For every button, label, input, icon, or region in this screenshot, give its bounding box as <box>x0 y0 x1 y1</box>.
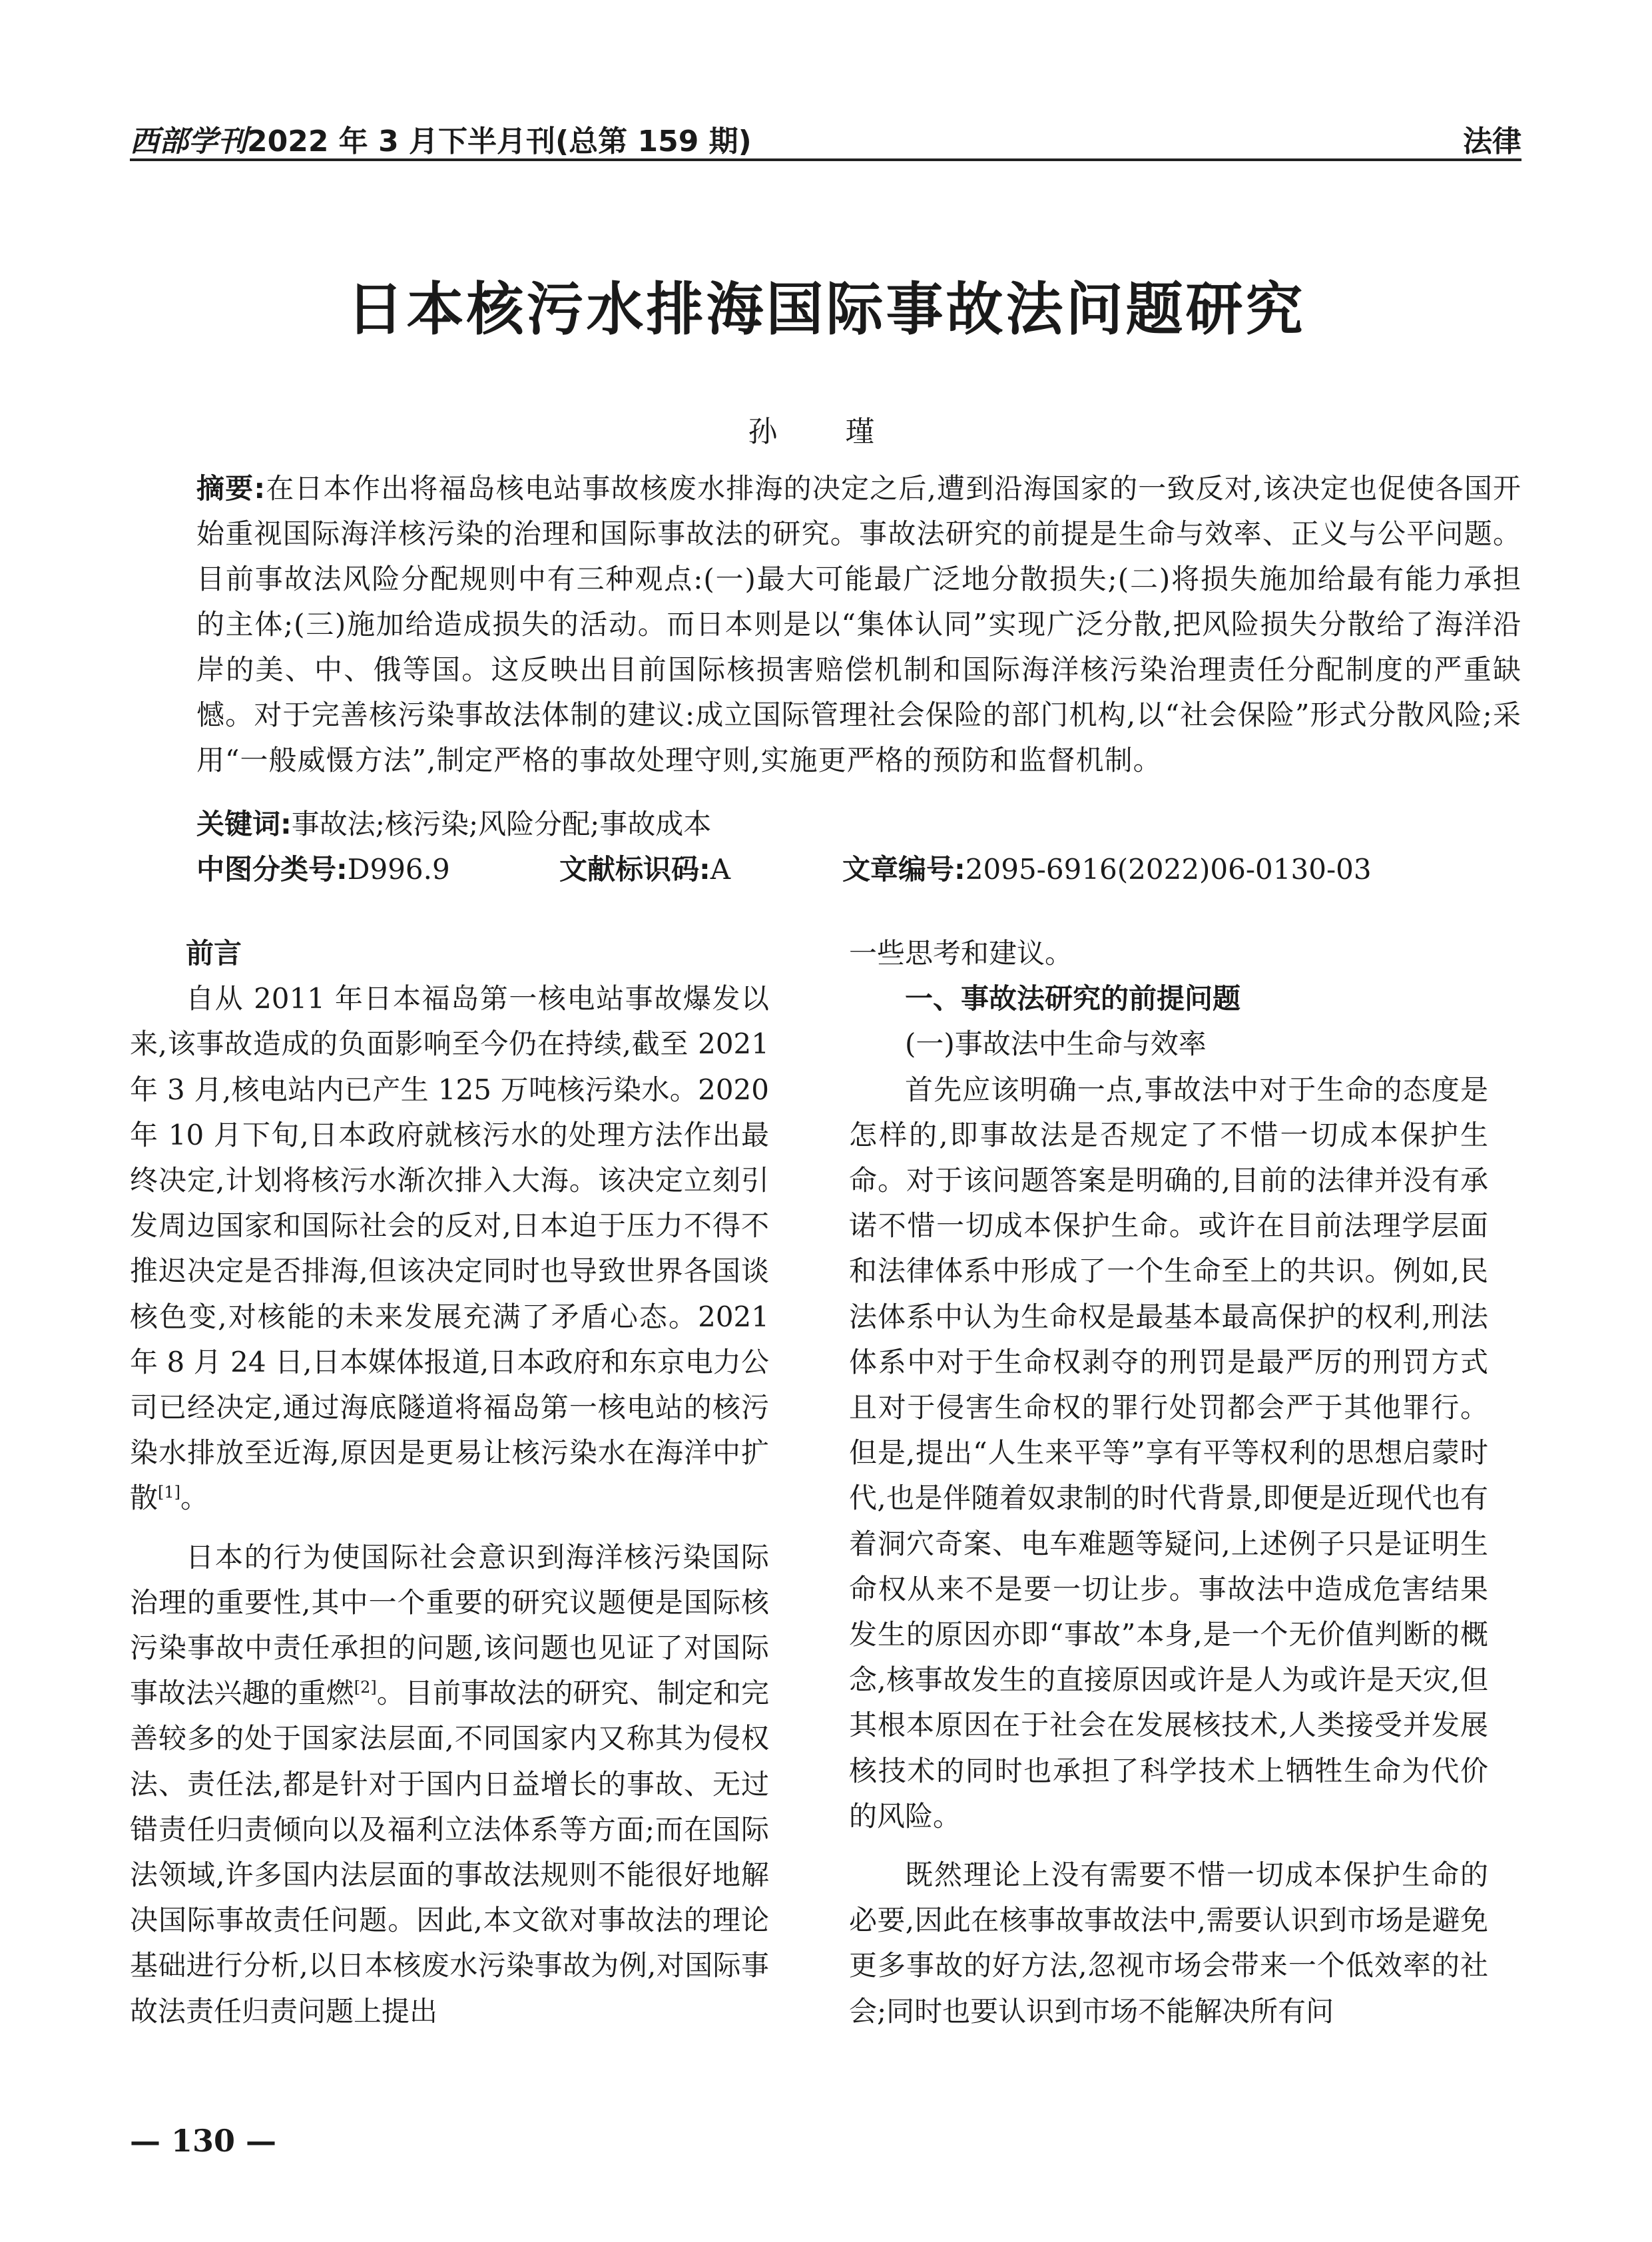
header-journal-issue <box>130 117 752 160</box>
article-title: 日本核污水排海国际事故法问题研究 <box>346 276 1306 343</box>
journal-name: 西部学刊 <box>130 125 247 158</box>
paragraph-3: 首先应该明确一点,事故法中对于生命的态度是怎样的,即事故法是否规定了不惜一切成本保护生命。对于该问题答案是明确的,目前的法律并没有承诺不惜一切成本保护生命。或许在目前法理学层面和法律体系中形成了一个生命至上的共识。例如,民法体系中认为生命权是最基本最高保护的权利,刑法体系中对于生命权剥夺的刑罚是最严厉的刑罚方式且对于侵害生命权的罪行处罚都会严于其他罪行。但是,提出“人生来平等”享有平等权利的思想启蒙时代,也是伴随着奴隶制的时代背景,即便是近现代也有着洞穴奇案、电车难题等疑问,上述例子只是证明生命权从来不是要一切让步。事故法中造成危害结果发生的原因亦即“事故”本身,是一个无价值判断的概念,核事故发生的直接原因或许是人为或许是天灾,但其根本原因在于社会在发展核技术,人类接受并发展核技术的同时也承担了科学技术上牺牲生命为代价的风险。 <box>849 1073 1488 1832</box>
keywords-label: 关键词: <box>196 808 292 840</box>
keywords <box>196 803 1521 846</box>
paragraph-2-continued: 一些思考和建议。 <box>849 937 1073 970</box>
abstract-label: 摘要: <box>196 472 266 505</box>
page-number: — 130 — <box>130 2123 277 2159</box>
running-header <box>130 112 1521 158</box>
clc-code: 中图分类号:D996.9 <box>196 853 450 886</box>
subsection-1-heading: (一)事故法中生命与效率 <box>905 1027 1207 1061</box>
citation-2: [2] <box>354 1678 377 1697</box>
author: 孙 瑾 <box>748 415 904 449</box>
abstract <box>196 466 1521 783</box>
preface-heading: 前言 <box>186 937 242 970</box>
abstract-text: 在日本作出将福岛核电站事故核废水排海的决定之后,遭到沿海国家的一致反对,该决定也促使各国开始重视国际海洋核污染的治理和国际事故法的研究。事故法研究的前提是生命与效率、正义与公平问题。目前事故法风险分配规则中有三种观点:(一)最大可能最广泛地分散损失;(二)将损失施加给最有能力承担的主体;(三)施加给造成损失的活动。而日本则是以“集体认同”实现广泛分散,把风险损失分散给了海洋沿岸的美、中、俄等国。这反映出目前国际核损害赔偿机制和国际海洋核污染治理责任分配制度的严重缺憾。对于完善核污染事故法体制的建议:成立国际管理社会保险的部门机构,以“社会保险”形式分散风险;采用“一般威慑方法”,制定严格的事故处理守则,实施更严格的预防和监督机制。 <box>196 472 1521 776</box>
issue-info: 2022 年 3 月下半月刊(总第 159 期) <box>247 125 752 158</box>
classification-line <box>196 848 1521 891</box>
article-number: 文章编号:2095-6916(2022)06-0130-03 <box>842 853 1372 886</box>
paragraph-1: 自从 2011 年日本福岛第一核电站事故爆发以来,该事故造成的负面影响至今仍在持续,截至 2021 年 3 月,核电站内已产生 125 万吨核污染水。2020 年 10 月下旬,日本政府就核污水的处理方法作出最终决定,计划将核污水渐次排入大海。该决定立刻引发周边国家和国际社会的反对,日本迫于压力不得不推迟决定是否排海,但该决定同时也导致世界各国谈核色变,对核能的未来发展充满了矛盾心态。2021 年 8 月 24 日,日本媒体报道,日本政府和东京电力公司已经决定,通过海底隧道将福岛第一核电站的核污染水排放至近海,原因是更易让核污染水在海洋中扩散[1]。 <box>130 982 769 1515</box>
header-section: 法律 <box>1463 125 1521 158</box>
doc-code: 文献标识码:A <box>559 853 731 886</box>
paragraph-2: 日本的行为使国际社会意识到海洋核污染国际治理的重要性,其中一个重要的研究议题便是国际核污染事故中责任承担的问题,该问题也见证了对国际事故法兴趣的重燃[2]。目前事故法的研究、制定和完善较多的处于国家法层面,不同国家内又称其为侵权法、责任法,都是针对于国内日益增长的事故、无过错责任归责倾向以及福利立法体系等方面;而在国际法领域,许多国内法层面的事故法规则不能很好地解决国际事故责任问题。因此,本文欲对事故法的理论基础进行分析,以日本核废水污染事故为例,对国际事故法责任归责问题上提出 <box>130 1540 769 2028</box>
paragraph-4: 既然理论上没有需要不惜一切成本保护生命的必要,因此在核事故事故法中,需要认识到市场是避免更多事故的好方法,忽视市场会带来一个低效率的社会;同时也要认识到市场不能解决所有问 <box>849 1858 1488 2028</box>
body-column-right <box>849 931 1488 2034</box>
citation-1: [1] <box>158 1483 181 1502</box>
header-divider <box>130 158 1521 161</box>
body-column-left <box>130 931 769 2034</box>
keywords-text: 事故法;核污染;风险分配;事故成本 <box>291 808 712 840</box>
section-1-heading: 一、事故法研究的前提问题 <box>905 982 1241 1015</box>
